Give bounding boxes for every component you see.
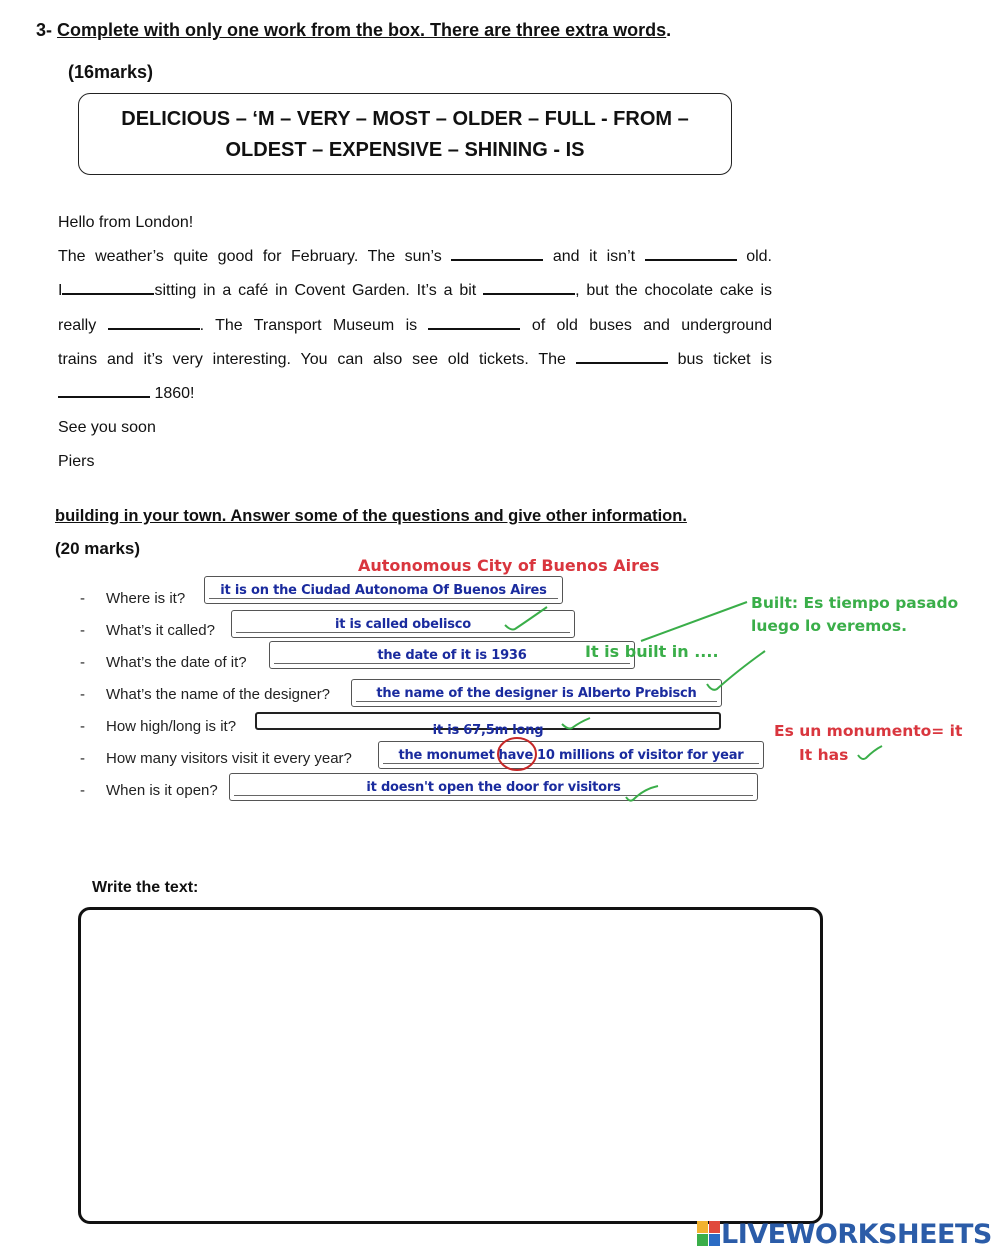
answer-field-visitors[interactable] <box>378 741 764 769</box>
answer-field-called[interactable] <box>231 610 575 638</box>
liveworksheets-wordmark: LIVEWORKSHEETS <box>721 1218 992 1250</box>
letter-closing: See you soon <box>58 419 156 437</box>
text: old. <box>746 248 772 266</box>
question-label: What’s it called? <box>106 622 215 639</box>
question-open <box>80 782 218 799</box>
dash: - <box>80 718 85 735</box>
dash: - <box>80 622 85 639</box>
blank-1 <box>451 245 543 261</box>
exercise-3-instruction: Complete with only one work from the box. There are three extra words <box>57 20 667 40</box>
monument-correction-line-2: It has <box>799 746 849 764</box>
answer-text: the name of the designer is Alberto Prebisch <box>376 686 697 701</box>
text: 1860! <box>154 385 195 403</box>
exercise-4-instruction: building in your town. Answer some of the questions and give other information. <box>55 507 687 525</box>
answer-field-where[interactable] <box>204 576 563 604</box>
answer-field-date[interactable] <box>269 641 635 669</box>
answer-text: it is called obelisco <box>334 617 472 632</box>
exercise-3-marks: (16marks) <box>68 62 154 82</box>
letter-greeting: Hello from London! <box>58 214 194 231</box>
answer-field-height[interactable] <box>255 712 721 738</box>
question-height <box>80 718 236 735</box>
text: bus ticket is <box>677 350 772 368</box>
text: . The Transport Museum is <box>199 316 418 334</box>
text: The weather’s quite good for February. The sun’s <box>58 248 442 266</box>
letter-signature: Piers <box>58 453 95 471</box>
text: I <box>58 282 63 300</box>
question-label: When is it open? <box>106 782 218 799</box>
answer-field-open[interactable] <box>229 773 758 801</box>
exercise-4-marks: (20 marks) <box>55 539 141 558</box>
answer-text: the monumet <box>398 748 495 763</box>
city-correction-note: Autonomous City of Buenos Aires <box>358 556 660 575</box>
monument-correction-line-1: Es un monumento= it <box>774 722 963 740</box>
period: . <box>666 20 672 40</box>
question-date <box>80 654 247 671</box>
letter-line-4 <box>58 343 772 377</box>
word-box-line-2: OLDEST – EXPENSIVE – SHINING - IS <box>225 139 585 161</box>
answer-text: it is 67,5m long <box>432 723 544 738</box>
question-label: What’s the name of the designer? <box>106 686 331 703</box>
check-icon <box>858 746 882 759</box>
letter-line-3 <box>58 309 772 343</box>
answer-circled-word: have <box>498 748 534 763</box>
question-label: How high/long is it? <box>106 718 237 735</box>
question-label: How many visitors visit it every year? <box>106 750 352 767</box>
blank-7 <box>576 348 668 364</box>
text: trains and it’s very interesting. You can also see old tickets. The <box>58 350 566 368</box>
built-in-correction: It is built in .... <box>585 642 719 661</box>
text: , but the chocolate cake is <box>575 282 773 300</box>
arrow-line <box>641 602 747 641</box>
answer-field-designer[interactable] <box>351 679 722 707</box>
question-visitors <box>80 750 352 767</box>
dash: - <box>80 750 85 767</box>
question-called <box>80 622 215 639</box>
answer-text: 10 millions of visitor for year <box>536 748 744 763</box>
word-box-line-1: DELICIOUS – ‘M – VERY – MOST – OLDER – FULL - FROM – <box>121 108 689 130</box>
answer-text: it doesn't open the door for visitors <box>366 780 621 795</box>
text: of old buses and underground <box>531 316 772 334</box>
letter-line-5 <box>58 377 772 411</box>
answer-text: the date of it is 1936 <box>377 648 527 663</box>
letter-line-1 <box>58 240 772 274</box>
write-text-area[interactable] <box>78 907 823 1224</box>
exercise-3-title <box>36 20 671 41</box>
text: and it isn’t <box>552 248 636 266</box>
note-line: Built: Es tiempo pasado <box>751 594 959 612</box>
blank-8 <box>58 382 150 398</box>
liveworksheets-logo <box>697 1218 992 1250</box>
liveworksheets-icon <box>697 1221 721 1247</box>
dash: - <box>80 782 85 799</box>
dash: - <box>80 686 85 703</box>
letter-text <box>58 206 772 480</box>
dash: - <box>80 590 85 607</box>
question-where <box>80 590 185 607</box>
dash: - <box>80 654 85 671</box>
question-label: What’s the date of it? <box>106 654 247 671</box>
question-label: Where is it? <box>106 590 186 607</box>
exercise-number: 3- <box>36 20 53 40</box>
word-box <box>78 93 732 175</box>
question-designer <box>80 686 330 703</box>
built-correction-note <box>751 592 958 638</box>
answer-text: it is on the Ciudad Autonoma Of Buenos Aires <box>220 583 547 598</box>
blank-4 <box>483 279 575 295</box>
text: really <box>58 316 97 334</box>
letter-line-2 <box>58 274 772 308</box>
blank-6 <box>428 314 520 330</box>
note-line: luego lo veremos. <box>751 617 908 635</box>
write-text-label: Write the text: <box>92 879 199 896</box>
blank-2 <box>645 245 737 261</box>
text: sitting in a café in Covent Garden. It’s a bit <box>154 282 477 300</box>
blank-3 <box>62 279 154 295</box>
blank-5 <box>108 314 200 330</box>
